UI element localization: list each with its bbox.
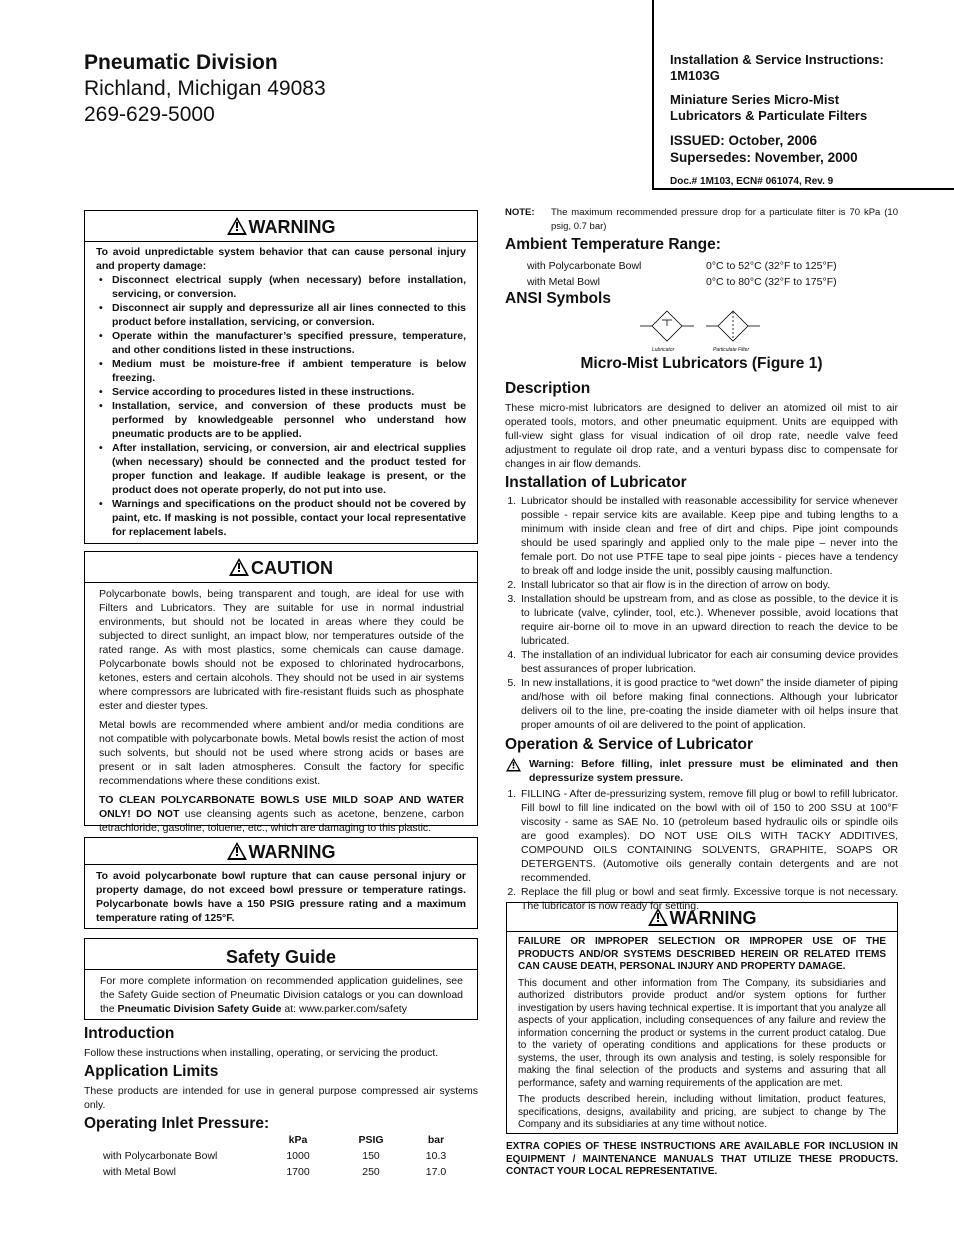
col-kpa: kPa (288, 1134, 308, 1146)
ambient-heading: Ambient Temperature Range: (505, 236, 721, 253)
application-limits-text: These products are intended for use in general purpose compressed air systems only. (84, 1085, 478, 1111)
caution-paragraph-2: Metal bowls are recommended where ambient and/or media conditions are not compatible with polycarbonate bowls. Metal bowls resist the action of most such solvents, but should not be used where strong acids or bases are present or in salt laden atmospheres. Consult the factory for specific recommendations where these conditions exist. (99, 719, 464, 787)
figure-title: Micro-Mist Lubricators (Figure 1) (580, 355, 823, 372)
left-sections (84, 1025, 478, 1133)
warning2-title: WARNING (248, 842, 336, 862)
introduction-text: Follow these instructions when installing, operating, or servicing the product. (84, 1047, 439, 1059)
caution-icon (229, 558, 249, 576)
lubricator-symbol-label: Lubricator (652, 347, 675, 353)
issued-date: ISSUED: October, 2006 (670, 133, 818, 148)
supersedes-date: Supersedes: November, 2000 (670, 150, 858, 165)
document-info-panel (652, 0, 954, 190)
list-item: 5. In new installations, it is good practice to “wet down” the inside diameter of piping and/hose with oil before making final connections. Although your lubricator delivers oil to the line, pre-coating the inside diameter with oil helps insure that proper amounts of oil are delivered to the point of application. (519, 676, 898, 732)
install-title: Installation & Service Instructions: (670, 52, 884, 67)
warning3-body (507, 932, 897, 1132)
lubricator-symbol (640, 311, 694, 341)
ambient-value: 0°C to 80°C (32°F to 175°F) (706, 276, 837, 288)
cell-bar: 10.3 (425, 1150, 447, 1162)
cell-psig: 250 (362, 1166, 380, 1178)
list-item: 3. Installation should be upstream from, and as close as possible, to the device it is to lubricate (valve, cylinder, tool, etc.). Whenever possible, avoid locations that require air-borne oil to move in an upward direction to reach the device to be lubricated. (519, 592, 898, 648)
list-item: • Operate within the manufacturer’s specified pressure, temperature, and other conditions listed in these instructions. (112, 329, 466, 357)
particulate-filter-symbol (706, 311, 760, 341)
warning-intro: To avoid unpredictable system behavior that can cause personal injury and property damage: (96, 246, 466, 272)
warning-title: WARNING (248, 217, 336, 237)
list-item: • Service according to procedures listed in these instructions. (112, 385, 466, 399)
cell-kpa: 1000 (286, 1150, 310, 1162)
phone-line: 269-629-5000 (84, 103, 215, 126)
list-item: 2. Replace the fill plug or bowl and seat firmly. Excessive torque is not necessary. The lubricator is now ready for setting. (519, 885, 898, 913)
install-title-block (670, 52, 940, 84)
warning-header (85, 211, 477, 242)
filter-symbol-label: Particulate Filter (713, 347, 750, 353)
safety-guide-title: Safety Guide (85, 939, 477, 970)
warning3-bold-text: FAILURE OR IMPROPER SELECTION OR IMPROPER USE OF THE PRODUCTS AND/OR SYSTEMS DESCRIBED HEREIN OR RELATED ITEMS CAN CAUSE DEATH, PERSONAL INJURY AND PROPERTY DAMAGE. (518, 936, 886, 972)
application-limits-heading: Application Limits (84, 1063, 219, 1080)
operation-warning-text: Warning: Before filling, inlet pressure must be eliminated and then depressurize system pressure. (529, 758, 898, 784)
note-text: The maximum recommended pressure drop for a particulate filter is 70 kPa (10 psig, 0.7 bar) (551, 207, 898, 232)
warning2-text: To avoid polycarbonate bowl rupture that can cause personal injury or property damage, do not exceed bowl pressure or temperature ratings. Polycarbonate bowls have a 150 PSIG pressure rating and a maximum temperature rating of 125°F. (96, 870, 466, 924)
division-name: Pneumatic Division (84, 51, 278, 74)
table-row (527, 258, 887, 274)
warning2-header (85, 838, 477, 865)
table-row (527, 274, 887, 290)
warning-box-bowl (84, 837, 478, 929)
ambient-label: with Polycarbonate Bowl (527, 260, 642, 272)
ambient-value: 0°C to 52°C (32°F to 125°F) (706, 260, 837, 272)
row-label: with Polycarbonate Bowl (103, 1150, 218, 1162)
introduction-heading: Introduction (84, 1025, 175, 1042)
caution-title: CAUTION (251, 558, 333, 578)
table-row (103, 1164, 463, 1180)
ambient-label: with Metal Bowl (527, 276, 600, 288)
doc-code: 1M103G (670, 68, 720, 83)
doc-number: Doc.# 1M103, ECN# 061074, Rev. 9 (670, 176, 834, 187)
list-item: • Disconnect electrical supply (when necessary) before installation, servicing, or conversion. (112, 273, 466, 301)
issue-block (670, 132, 940, 166)
list-item: • After installation, servicing, or conversion, air and electrical supplies (when necessary) should be connected and the product tested for proper function and leakage. If audible leakage is present, or the product does not operate properly, do not put into use. (112, 441, 466, 497)
caution-box (84, 551, 478, 834)
warning2-icon (227, 842, 247, 860)
caution-body (85, 583, 477, 835)
warning-icon (227, 217, 247, 235)
installation-heading: Installation of Lubricator (505, 474, 687, 491)
ansi-heading: ANSI Symbols (505, 290, 611, 307)
description-heading: Description (505, 380, 591, 397)
safety-guide-link-name: Pneumatic Division Safety Guide (117, 1003, 282, 1015)
operation-warning (505, 757, 898, 785)
warning3-header (507, 903, 897, 932)
safety-guide-box (84, 938, 478, 1020)
product-line-1: Miniature Series Micro-Mist (670, 92, 840, 107)
safety-text-2: at: www.parker.com/safety (281, 1003, 407, 1015)
caution-clean-rest: use cleansing agents such as acetone, benzene, carbon tetrachloride, gasoline, toluene, etc., which are damaging to this plastic. (99, 808, 464, 834)
list-item: • Installation, service, and conversion of these products must be performed by knowledgeable personnel who understand how pneumatic products are to be applied. (112, 399, 466, 441)
warning-box-general (84, 210, 478, 544)
caution-paragraph-3 (99, 793, 464, 835)
warning-body (85, 242, 477, 539)
cell-bar: 17.0 (425, 1166, 447, 1178)
list-item: • Medium must be moisture-free if ambient temperature is below freezing. (112, 357, 466, 385)
caution-paragraph-1: Polycarbonate bowls, being transparent and tough, are ideal for use with Filters and Lubricators. They are suitable for use in normal industrial environments, but should not be located in areas where they could be subjected to direct sunlight, an impact blow, nor temperatures outside of the rated range. As with most plastics, some chemicals can cause damage. Polycarbonate bowls should not be exposed to chlorinated hydrocarbons, ketones, esters and certain alcohols. They should not be used in air systems where compressors are lubricated with fire-resistant fluids such as phosphate ester and diester types. (99, 588, 464, 712)
caution-clean-bold: TO CLEAN POLYCARBONATE BOWLS USE MILD SOAP AND WATER ONLY! DO NOT (99, 794, 464, 820)
footer-note: EXTRA COPIES OF THESE INSTRUCTIONS ARE AVAILABLE FOR INCLUSION IN EQUIPMENT / MAINTENANCE MANUALS THAT UTILIZE THESE PRODUCTS. CONTACT YOUR LOCAL REPRESENTATIVE. (506, 1141, 898, 1177)
cell-kpa: 1700 (286, 1166, 310, 1178)
list-item: • Warnings and specifications on the product should not be covered by paint, etc. If masking is not possible, contact your local representative for replacement labels. (112, 497, 466, 539)
table-row (103, 1148, 463, 1164)
caution-header (85, 552, 477, 583)
company-header (84, 50, 326, 128)
list-item: 4. The installation of an individual lubricator for each air consuming device provides best assurances of proper lubrication. (519, 648, 898, 676)
product-line-2: Lubricators & Particulate Filters (670, 108, 868, 123)
warning-list (96, 273, 466, 539)
description-text: These micro-mist lubricators are designed to deliver an atomized oil mist to air operated tools, motors, and other pneumatic equipment. Units are equipped with full-view sight glass for visual indication of oil drop rate, needle valve feed adjustment to regulate oil drop rate, and a venturi bypass disc to compensate for changes in air flow demands. (505, 402, 898, 470)
right-sections (505, 380, 898, 913)
list-item: 1. Lubricator should be installed with reasonable accessibility for service whenever possible - repair service kits are available. Keep pipe and tubing lengths to a minimum with inside clean and free of dirt and chips. Pipe joint compounds should be used sparingly and applied only to the male pipe – never into the female port. Do not use PTFE tape to seal pipe joints - pieces have a tendency to break off and lodge inside the unit, possibly causing malfunction. (519, 494, 898, 578)
installation-list (505, 494, 898, 732)
operation-list (505, 787, 898, 913)
warning-box-liability (506, 902, 898, 1134)
warning3-title: WARNING (669, 908, 757, 928)
product-block (670, 92, 940, 124)
warning3-icon (648, 908, 668, 926)
operation-warning-icon (506, 758, 521, 772)
col-psig: PSIG (358, 1134, 384, 1146)
city-line: Richland, Michigan 49083 (84, 77, 326, 100)
note-label: NOTE: (505, 207, 535, 218)
list-item: 1. FILLING - After de-pressurizing system, remove fill plug or bowl to refill lubricator. Fill bowl to fill line indicated on the bowl with oil of 150 to 200 SSU at 100°F viscosity - same as SAE No. 10 (petroleum based hydraulic oils or spindle oils are good examples). DO NOT USE OILS WITH TACKY ADDITIVES, COMPOUND OILS CONTAINING SOLVENTS, GRAPHITE, SOAPS OR DETERGENTS. (Automotive oils generally contain detergents and are not recommended. (519, 787, 898, 885)
list-item: 2. Install lubricator so that air flow is in the direction of arrow on body. (519, 578, 898, 592)
pressure-table (103, 1132, 463, 1180)
pressure-table-header (103, 1132, 463, 1148)
operation-heading: Operation & Service of Lubricator (505, 736, 754, 753)
row-label: with Metal Bowl (103, 1166, 176, 1178)
note-block (505, 206, 898, 234)
col-bar: bar (427, 1134, 445, 1146)
safety-guide-text (85, 970, 477, 1016)
warning3-paragraph-1: This document and other information from The Company, its subsidiaries and authorized distributors provide product and/or system options for further investigation by users having technical expertise. It is important that you analyze all aspects of your application, including consequences of any failure and review the information concerning the product or systems in the current product catalog. Due to the variety of operating conditions and applications for these products or systems, the user, through its own analysis and testing, is solely responsible for making the final selection of the products and systems and assuring that all performance, safety and warning requirements of the application are met. (518, 977, 886, 1089)
cell-psig: 150 (362, 1150, 380, 1162)
warning3-paragraph-2: The products described herein, including without limitation, product features, specifications, designs, availability and pricing, are subject to change by The Company and its subsidiaries at any time without notice. (518, 1094, 886, 1130)
operating-pressure-heading: Operating Inlet Pressure: (84, 1115, 270, 1132)
list-item: • Disconnect air supply and depressurize all air lines connected to this product before installation, servicing, or conversion. (112, 301, 466, 329)
ambient-table (527, 258, 887, 290)
safety-text-1: For more complete information on recommended application guidelines, see the Safety Guide section of Pneumatic Division catalogs or you can download the (100, 975, 463, 1015)
